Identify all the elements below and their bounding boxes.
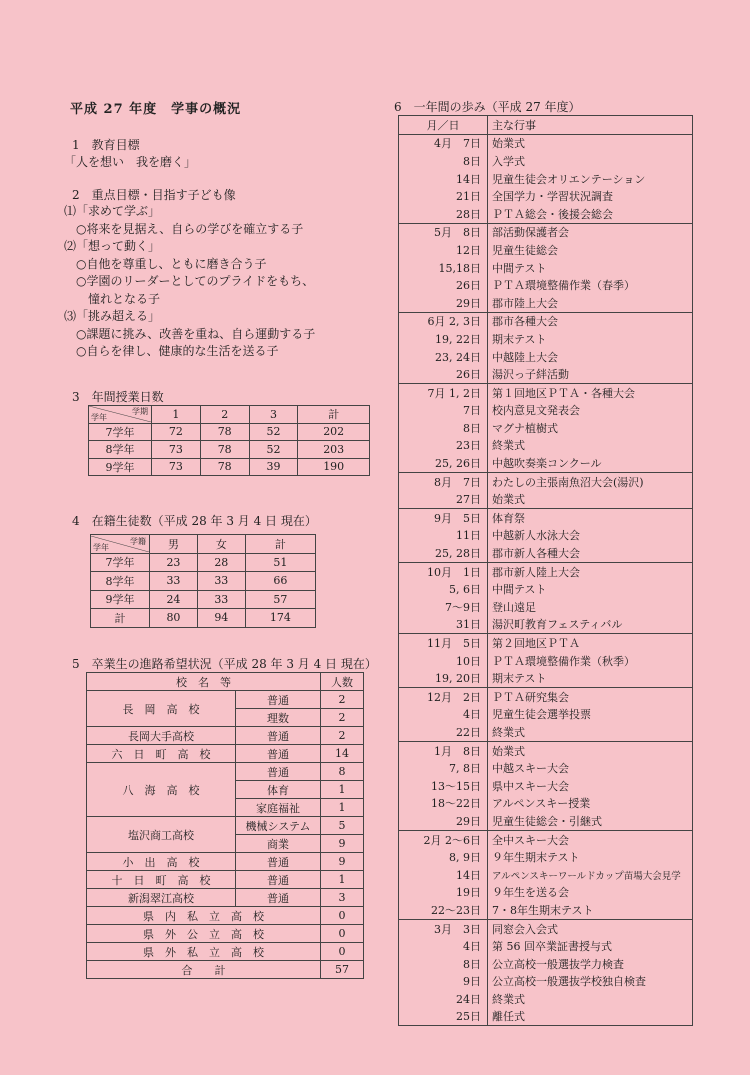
event-date: 26日 bbox=[399, 276, 488, 294]
enrollment-table bbox=[90, 534, 316, 628]
event-date: 19, 20日 bbox=[399, 669, 488, 687]
event-name: 入学式 bbox=[488, 152, 693, 170]
goal-line: ⑵「想って動く」 bbox=[64, 239, 161, 253]
column-header: 校 名 等 bbox=[87, 673, 321, 691]
table-row: 8学年 73 78 52 203 bbox=[89, 441, 370, 459]
event-date: 29日 bbox=[399, 812, 488, 830]
event-name: 期末テスト bbox=[488, 669, 693, 687]
event-name: 始業式 bbox=[488, 741, 693, 759]
event-name: 第１回地区ＰＴＡ・各種大会 bbox=[488, 383, 693, 401]
table-row: 8学年 33 33 66 bbox=[91, 572, 316, 591]
event-name: 第 56 回卒業証書授与式 bbox=[488, 937, 693, 955]
table-row bbox=[399, 562, 693, 580]
table-row: 小 出 高 校 普通 9 bbox=[87, 853, 364, 871]
event-name: 終業式 bbox=[488, 723, 693, 741]
event-date: 8日 bbox=[399, 419, 488, 437]
event-date: 9月 5日 bbox=[399, 509, 488, 527]
table-row bbox=[399, 812, 693, 830]
event-date: 13～15日 bbox=[399, 777, 488, 795]
column-header: 男 bbox=[150, 535, 198, 554]
event-name: 登山遠足 bbox=[488, 598, 693, 616]
table-row bbox=[399, 652, 693, 670]
event-name: 校内意見文発表会 bbox=[488, 402, 693, 420]
event-name: 中間テスト bbox=[488, 580, 693, 598]
table-corner: 学期 学年 bbox=[89, 406, 152, 424]
event-date: 11日 bbox=[399, 527, 488, 545]
table-row bbox=[399, 294, 693, 312]
table-row bbox=[399, 330, 693, 348]
table-row bbox=[399, 955, 693, 973]
table-row bbox=[399, 919, 693, 937]
event-name: 部活動保護者会 bbox=[488, 223, 693, 241]
table-row: 7学年 72 78 52 202 bbox=[89, 423, 370, 441]
table-row: 計 80 94 174 bbox=[91, 609, 316, 628]
table-row bbox=[399, 884, 693, 902]
table-row bbox=[399, 365, 693, 383]
event-date: 7月 1, 2日 bbox=[399, 383, 488, 401]
event-date: 5月 8日 bbox=[399, 223, 488, 241]
event-name: 湯沢町教育フェスティバル bbox=[488, 616, 693, 634]
section-6-heading: 6 一年間の歩み（平成 27 年度） bbox=[394, 100, 581, 114]
goal-line: ⑴「求めて学ぶ」 bbox=[64, 204, 161, 218]
event-date: 9日 bbox=[399, 973, 488, 991]
table-row bbox=[399, 848, 693, 866]
table-row: 県 外 公 立 高 校 0 bbox=[87, 925, 364, 943]
event-name: 湯沢っ子絆活動 bbox=[488, 365, 693, 383]
event-name: 全国学力・学習状況調査 bbox=[488, 187, 693, 205]
table-row bbox=[399, 348, 693, 366]
table-row bbox=[399, 830, 693, 848]
class-days-table bbox=[88, 405, 370, 476]
table-row: 長岡大手高校 普通 2 bbox=[87, 727, 364, 745]
event-name: アルペンスキーワールドカップ苗場大会見学 bbox=[488, 866, 693, 884]
column-header: 3 bbox=[249, 406, 298, 424]
table-row bbox=[399, 723, 693, 741]
event-name: ＰＴＡ研究集会 bbox=[488, 688, 693, 706]
column-header: 2 bbox=[200, 406, 249, 424]
table-row bbox=[399, 241, 693, 259]
event-name: マグナ植樹式 bbox=[488, 419, 693, 437]
table-row bbox=[399, 152, 693, 170]
event-name: 児童生徒総会 bbox=[488, 241, 693, 259]
event-name: ＰＴＡ環境整備作業（秋季） bbox=[488, 652, 693, 670]
event-name: 児童生徒総会・引継式 bbox=[488, 812, 693, 830]
event-date: 22～23日 bbox=[399, 901, 488, 919]
table-row: 9学年 24 33 57 bbox=[91, 590, 316, 609]
event-name: 始業式 bbox=[488, 134, 693, 152]
event-date: 8日 bbox=[399, 955, 488, 973]
table-row bbox=[399, 383, 693, 401]
goal-line: ○課題に挑み、改善を重ね、自ら運動する子 bbox=[64, 326, 316, 341]
table-row bbox=[399, 509, 693, 527]
table-row bbox=[399, 437, 693, 455]
event-name: ９年生期末テスト bbox=[488, 848, 693, 866]
event-date: 12日 bbox=[399, 241, 488, 259]
table-row: 塩沢商工高校 機械システム 5 bbox=[87, 817, 364, 835]
event-date: 10日 bbox=[399, 652, 488, 670]
section-2-heading: 2 重点目標・目指す子ども像 bbox=[72, 188, 236, 202]
event-name: 第２回地区ＰＴＡ bbox=[488, 634, 693, 652]
event-name: ＰＴＡ環境整備作業（春季） bbox=[488, 276, 693, 294]
event-date: 11月 5日 bbox=[399, 634, 488, 652]
page-title: 平成 27 年度 学事の概況 bbox=[70, 102, 242, 117]
table-row: 9学年 73 78 39 190 bbox=[89, 458, 370, 476]
table-row bbox=[399, 205, 693, 223]
event-date: 28日 bbox=[399, 205, 488, 223]
column-header: 計 bbox=[298, 406, 370, 424]
event-name: 始業式 bbox=[488, 490, 693, 508]
event-date: 7, 8日 bbox=[399, 759, 488, 777]
table-row bbox=[399, 616, 693, 634]
table-corner: 学籍 学年 bbox=[91, 535, 150, 554]
education-motto: 「人を想い 我を磨く」 bbox=[64, 155, 197, 169]
table-row bbox=[399, 170, 693, 188]
column-header: 月／日 bbox=[399, 116, 488, 135]
table-row: 体育 1 bbox=[87, 781, 364, 799]
event-name: 県中スキー大会 bbox=[488, 777, 693, 795]
table-row: 八 海 高 校 普通 8 bbox=[87, 763, 364, 781]
goal-line: 憧れとなる子 bbox=[64, 291, 161, 306]
event-date: 10月 1日 bbox=[399, 562, 488, 580]
event-name: アルペンスキー授業 bbox=[488, 795, 693, 813]
event-date: 12月 2日 bbox=[399, 688, 488, 706]
event-date: 8, 9日 bbox=[399, 848, 488, 866]
table-row: 理数 2 bbox=[87, 709, 364, 727]
annual-events-table bbox=[398, 115, 693, 1026]
event-date: 7～9日 bbox=[399, 598, 488, 616]
event-date: 15,18日 bbox=[399, 259, 488, 277]
event-name: 郡市各種大会 bbox=[488, 312, 693, 330]
table-row bbox=[399, 634, 693, 652]
table-row bbox=[399, 490, 693, 508]
event-name: 中越陸上大会 bbox=[488, 348, 693, 366]
event-date: 6月 2, 3日 bbox=[399, 312, 488, 330]
goal-line: ○将来を見据え、自らの学びを確立する子 bbox=[64, 221, 304, 236]
event-date: 2月 2～6日 bbox=[399, 830, 488, 848]
event-date: 14日 bbox=[399, 866, 488, 884]
table-row: 新潟翠江高校 普通 3 bbox=[87, 889, 364, 907]
event-date: 4日 bbox=[399, 937, 488, 955]
event-name: 中間テスト bbox=[488, 259, 693, 277]
column-header: 主な行事 bbox=[488, 116, 693, 135]
goal-line: ⑶「挑み超える」 bbox=[64, 309, 161, 323]
career-table bbox=[86, 672, 364, 979]
event-name: 終業式 bbox=[488, 990, 693, 1008]
section-4-heading: 4 在籍生徒数（平成 28 年 3 月 4 日 現在） bbox=[72, 514, 317, 528]
event-date: 14日 bbox=[399, 170, 488, 188]
event-name: 中越吹奏楽コンクール bbox=[488, 454, 693, 472]
table-row bbox=[399, 312, 693, 330]
event-name: 体育祭 bbox=[488, 509, 693, 527]
table-row bbox=[399, 419, 693, 437]
table-row: 十 日 町 高 校 普通 1 bbox=[87, 871, 364, 889]
table-row bbox=[399, 866, 693, 884]
goal-line: ○自他を尊重し、ともに磨き合う子 bbox=[64, 256, 267, 271]
goals-list bbox=[64, 203, 315, 361]
event-name: 離任式 bbox=[488, 1008, 693, 1026]
table-row bbox=[399, 973, 693, 991]
table-row: 六 日 町 高 校 普通 14 bbox=[87, 745, 364, 763]
event-date: 1月 8日 bbox=[399, 741, 488, 759]
table-row bbox=[399, 527, 693, 545]
table-row bbox=[399, 223, 693, 241]
table-row bbox=[399, 259, 693, 277]
table-row: 商業 9 bbox=[87, 835, 364, 853]
event-date: 22日 bbox=[399, 723, 488, 741]
table-row bbox=[399, 402, 693, 420]
event-name: 同窓会入会式 bbox=[488, 919, 693, 937]
table-row bbox=[399, 741, 693, 759]
event-date: 25日 bbox=[399, 1008, 488, 1026]
event-name: 7・8年生期末テスト bbox=[488, 901, 693, 919]
goal-line: ○自らを律し、健康的な生活を送る子 bbox=[64, 344, 279, 358]
event-name: 児童生徒会オリエンテーション bbox=[488, 170, 693, 188]
event-date: 23日 bbox=[399, 437, 488, 455]
event-date: 25, 28日 bbox=[399, 544, 488, 562]
table-row bbox=[399, 759, 693, 777]
column-header: 女 bbox=[197, 535, 245, 554]
table-row: 県 外 私 立 高 校 0 bbox=[87, 943, 364, 961]
event-name: 公立高校一般選抜学力検査 bbox=[488, 955, 693, 973]
column-header: 人数 bbox=[321, 673, 364, 691]
event-date: 19日 bbox=[399, 884, 488, 902]
table-row: 県 内 私 立 高 校 0 bbox=[87, 907, 364, 925]
table-row bbox=[399, 598, 693, 616]
table-row bbox=[399, 669, 693, 687]
event-date: 27日 bbox=[399, 490, 488, 508]
table-row bbox=[399, 937, 693, 955]
event-date: 7日 bbox=[399, 402, 488, 420]
event-date: 18～22日 bbox=[399, 795, 488, 813]
table-row bbox=[399, 777, 693, 795]
event-date: 29日 bbox=[399, 294, 488, 312]
event-date: 25, 26日 bbox=[399, 454, 488, 472]
section-5-heading: 5 卒業生の進路希望状況（平成 28 年 3 月 4 日 現在） bbox=[72, 657, 377, 671]
event-name: 郡市陸上大会 bbox=[488, 294, 693, 312]
event-date: 8日 bbox=[399, 152, 488, 170]
table-row bbox=[399, 706, 693, 724]
section-1-heading: 1 教育目標 bbox=[72, 138, 140, 152]
event-name: 期末テスト bbox=[488, 330, 693, 348]
event-date: 31日 bbox=[399, 616, 488, 634]
table-row bbox=[399, 1008, 693, 1026]
event-date: 4月 7日 bbox=[399, 134, 488, 152]
table-row bbox=[399, 134, 693, 152]
event-name: 全中スキー大会 bbox=[488, 830, 693, 848]
event-name: ＰＴＡ総会・後援会総会 bbox=[488, 205, 693, 223]
section-3-heading: 3 年間授業日数 bbox=[72, 390, 164, 404]
table-row bbox=[399, 901, 693, 919]
table-row: 長 岡 高 校 普通 2 bbox=[87, 691, 364, 709]
event-name: 中越新人水泳大会 bbox=[488, 527, 693, 545]
event-name: 中越スキー大会 bbox=[488, 759, 693, 777]
event-name: 公立高校一般選抜学校独自検査 bbox=[488, 973, 693, 991]
event-name: 終業式 bbox=[488, 437, 693, 455]
event-name: ９年生を送る会 bbox=[488, 884, 693, 902]
table-row bbox=[399, 276, 693, 294]
column-header: 1 bbox=[152, 406, 201, 424]
table-row: 合 計 57 bbox=[87, 961, 364, 979]
event-date: 19, 22日 bbox=[399, 330, 488, 348]
event-date: 5, 6日 bbox=[399, 580, 488, 598]
table-row: 家庭福祉 1 bbox=[87, 799, 364, 817]
event-date: 8月 7日 bbox=[399, 472, 488, 490]
table-row bbox=[399, 580, 693, 598]
table-row bbox=[399, 688, 693, 706]
event-date: 23, 24日 bbox=[399, 348, 488, 366]
event-date: 4日 bbox=[399, 706, 488, 724]
event-date: 21日 bbox=[399, 187, 488, 205]
table-row bbox=[399, 454, 693, 472]
goal-line: ○学園のリーダーとしてのプライドをもち、 bbox=[64, 274, 315, 288]
event-name: 児童生徒会選挙投票 bbox=[488, 706, 693, 724]
table-row bbox=[399, 187, 693, 205]
event-name: 郡市新人陸上大会 bbox=[488, 562, 693, 580]
table-row bbox=[399, 990, 693, 1008]
table-row: 7学年 23 28 51 bbox=[91, 553, 316, 572]
table-row bbox=[399, 472, 693, 490]
event-date: 3月 3日 bbox=[399, 919, 488, 937]
event-date: 26日 bbox=[399, 365, 488, 383]
event-date: 24日 bbox=[399, 990, 488, 1008]
table-row bbox=[399, 544, 693, 562]
column-header: 計 bbox=[245, 535, 315, 554]
event-name: 郡市新人各種大会 bbox=[488, 544, 693, 562]
table-row bbox=[399, 795, 693, 813]
event-name: わたしの主張南魚沼大会(湯沢) bbox=[488, 472, 693, 490]
